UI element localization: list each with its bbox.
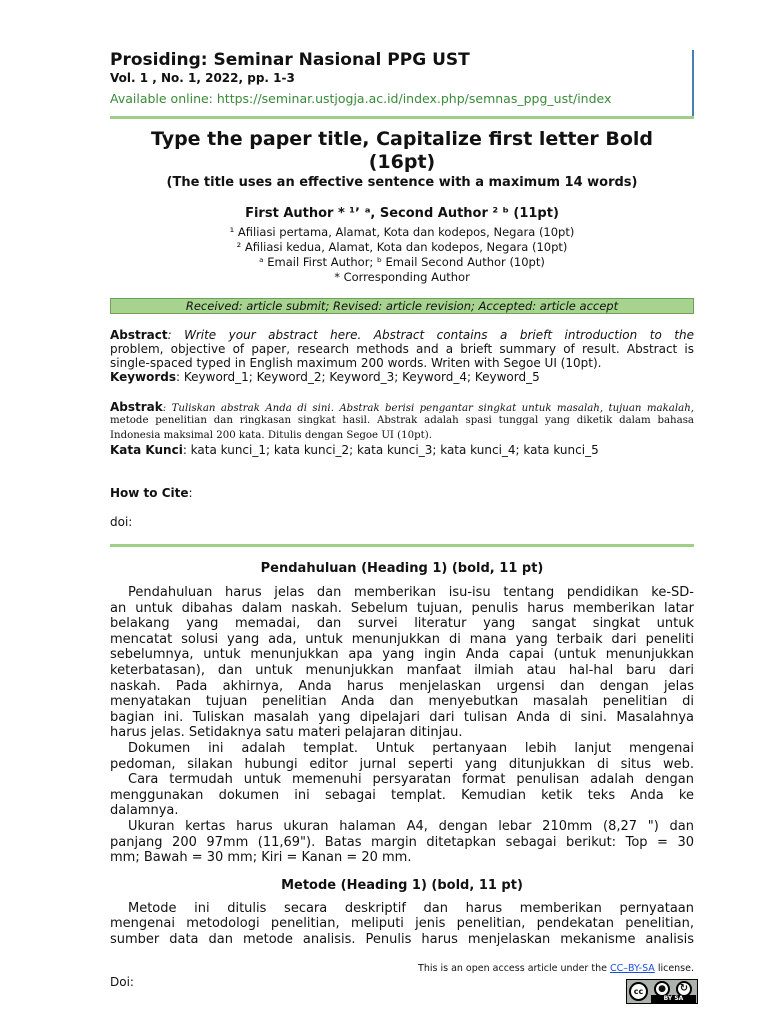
abstract-id-line-3: Indonesia maksimal 200 kata. Ditulis dengan Segoe UI (10pt).: [110, 430, 432, 441]
keywords-en-values: : Keyword_1; Keyword_2; Keyword_3; Keyword_4; Keyword_5: [176, 370, 540, 384]
journal-online-url[interactable]: Available online: https://seminar.ustjogja.ac.id/index.php/semnas_ppg_ust/index: [110, 91, 612, 106]
license-suffix: license.: [654, 963, 694, 974]
section1-line: pedoman, silakan hubungi editor jurnal seperti yang ditunjukkan di situs web.: [110, 756, 694, 772]
header-vertical-rule: [692, 50, 694, 118]
section1-line: an untuk dibahas dalam naskah. Sebelum tujuan, penulis harus memberikan latar: [110, 600, 694, 616]
keywords-id-label: Kata Kunci: [110, 443, 183, 457]
section1-line: naskah. Pada akhirnya, Anda harus menjelaskan urgensi dan dengan jelas: [110, 678, 694, 694]
affiliation-2: ² Afiliasi kedua, Alamat, Kota dan kodepos, Negara (10pt): [236, 240, 568, 254]
keywords-en-label: Keywords: [110, 370, 177, 384]
corresponding-author: * Corresponding Author: [334, 270, 470, 284]
how-to-cite: [110, 486, 193, 500]
section1-line: dalamnya.: [110, 803, 179, 819]
how-to-cite-colon: :: [188, 486, 193, 500]
abstract-id-label: Abstrak: [110, 400, 163, 414]
cc-by-sa-badge[interactable]: [626, 979, 698, 1004]
section1-line: belakang yang memadai, dan survei literatur yang sangat singkat untuk: [110, 616, 694, 632]
section1-line: harus jelas. Setidaknya satu materi pelajaran ditinjau.: [110, 725, 463, 741]
author-line: First Author * ¹ʼ ᵃ, Second Author ² ᵇ (11pt): [245, 206, 559, 221]
section1-line: keterbatasan), dan untuk menunjukkan manfaat ilmiah atau hal-hal baru dari: [110, 663, 694, 678]
abstract-en-line-3: single-spaced typed in English maximum 200 words. Writen with Segoe UI (10pt).: [110, 356, 602, 370]
section1-line: Dokumen ini adalah templat. Untuk pertanyaan lebih lanjut mengenai: [128, 741, 694, 756]
abstract-en-line-1: [110, 328, 694, 342]
abstract-id-line-2: metode penelitian dan ringkasan singkat hasil. Abstrak adalah spasi tunggal yang diketik dalam bahasa: [110, 415, 694, 426]
footer-doi: Doi:: [110, 975, 134, 989]
header-horizontal-rule: [110, 116, 694, 119]
keywords-id-values: : kata kunci_1; kata kunci_2; kata kunci_3; kata kunci_4; kata kunci_5: [182, 443, 599, 457]
journal-header: [110, 48, 694, 118]
section1-line: Pendahuluan harus jelas dan memberikan isu-isu tentang pendidikan ke-SD-: [128, 585, 694, 600]
cite-doi: doi:: [110, 515, 133, 529]
affiliation-1: ¹ Afiliasi pertama, Alamat, Kota dan kodepos, Negara (10pt): [229, 225, 575, 239]
abstract-id-line-1: [110, 400, 694, 414]
by-person-icon: ●: [654, 981, 670, 997]
section1-line: bagian ini. Tuliskan masalah yang dipelajari dari tulisan Anda di sini. Masalahnya: [110, 709, 694, 725]
keywords-en: [110, 370, 694, 384]
license-note: [418, 963, 694, 974]
journal-volume: Vol. 1 , No. 1, 2022, pp. 1-3: [110, 71, 295, 85]
section2-line: Metode ini ditulis secara deskriptif dan harus memberikan pernyataan: [128, 901, 694, 916]
paper-title-line-1: Type the paper title, Capitalize first letter Bold: [150, 128, 653, 150]
abstract-en-text-1: : Write your abstract here. Abstract contains a brieft introduction to the: [167, 328, 694, 342]
cc-by-sa-label: BY SA: [651, 995, 696, 1003]
section1-line: Ukuran kertas harus ukuran halaman A4, dengan lebar 210mm (8,27 ") dan: [128, 819, 694, 834]
section1-line: menyatakan tujuan penelitian Anda dan menyebutkan masalah penelitian di: [110, 694, 694, 710]
section1-line: Cara termudah untuk memenuhi persyaratan format penulisan adalah dengan: [128, 772, 694, 788]
paper-subtitle: (The title uses an effective sentence with a maximum 14 words): [166, 175, 638, 190]
keywords-id: [110, 443, 694, 457]
section1-line: sebelumnya, untuk menunjukkan apa yang ingin Anda capai (untuk menunjukkan: [110, 647, 694, 663]
heading-pendahuluan: Pendahuluan (Heading 1) (bold, 11 pt): [260, 561, 544, 576]
section2-line: sumber data dan metode analisis. Penulis harus menjelaskan mekanisme analisis: [110, 931, 694, 947]
section1-line: panjang 200 97mm (11,69"). Batas margin ditetapkan sebagai berikut: Top = 30: [110, 834, 694, 850]
section1-line: mencatat solusi yang ada, untuk menunjukkan di mana yang terbaik dari peneliti: [110, 631, 694, 647]
journal-title: Prosiding: Seminar Nasional PPG UST: [110, 50, 470, 70]
email-line: ᵃ Email First Author; ᵇ Email Second Author (10pt): [259, 255, 545, 269]
how-to-cite-label: How to Cite: [110, 486, 189, 500]
abstract-id-text-1: : Tuliskan abstrak Anda di sini. Abstrak berisi pengantar singkat untuk masalah, tujuan makalah,: [162, 403, 694, 414]
section2-line: mengenai metodologi penelitian, meliputi jenis penelitian, pendekatan penelitian,: [110, 916, 694, 932]
section1-line: mm; Bawah = 30 mm; Kiri = Kanan = 20 mm.: [110, 850, 412, 866]
paper-title: [110, 128, 694, 174]
license-prefix: This is an open access article under the: [418, 963, 610, 974]
paper-title-line-2: (16pt): [368, 151, 436, 173]
cc-icon: cc: [629, 982, 648, 1001]
article-dates-bar: Received: article submit; Revised: article revision; Accepted: article accept: [110, 298, 694, 314]
heading-metode: Metode (Heading 1) (bold, 11 pt): [281, 878, 523, 893]
section1-line: menggunakan dokumen ini sebagai templat. Kemudian ketik teks Anda ke: [110, 787, 694, 803]
abstract-en-label: Abstract: [110, 328, 168, 342]
abstract-en-line-2: problem, objective of paper, research methods and a brieft summary of result. Abstract is: [110, 342, 694, 356]
share-alike-icon: ↻: [676, 981, 692, 997]
section-divider: [110, 544, 694, 547]
license-link[interactable]: CC–BY-SA: [609, 963, 655, 974]
